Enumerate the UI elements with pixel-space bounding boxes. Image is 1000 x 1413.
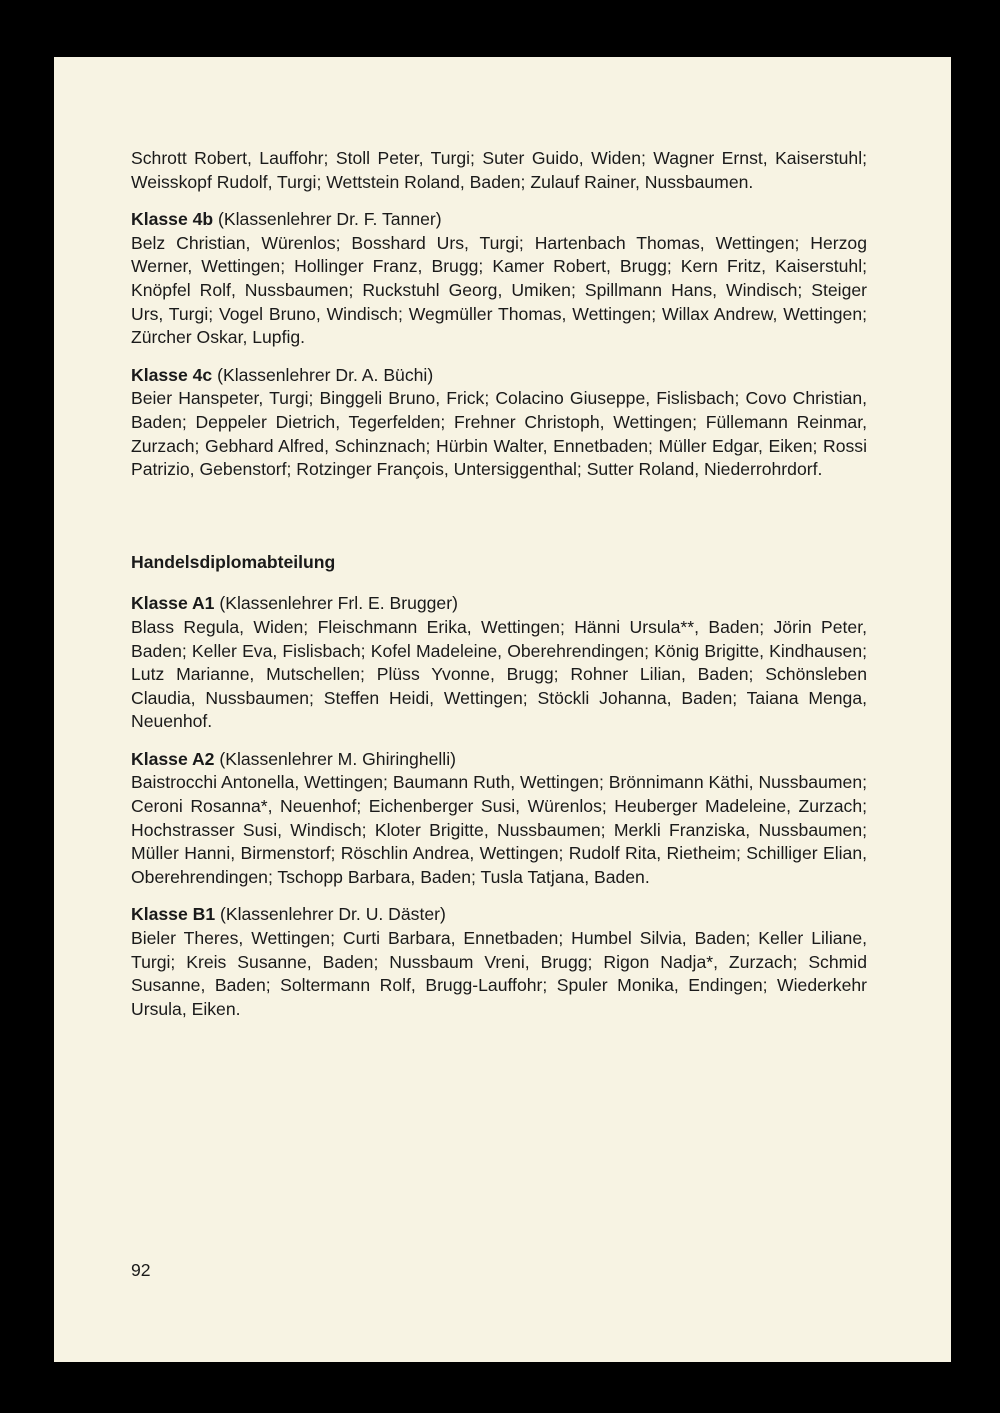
document-page bbox=[54, 57, 951, 1362]
class-block-4c bbox=[131, 364, 867, 482]
page-content bbox=[131, 147, 867, 1021]
opening-paragraph: Schrott Robert, Lauffohr; Stoll Peter, Turgi; Suter Guido, Widen; Wagner Ernst, Kaiserstuhl; Weisskopf Rudolf, Turgi; Wettstein Roland, Baden; Zulauf Rainer, Nussbaumen. bbox=[131, 148, 867, 192]
class-teacher: (Klassenlehrer Dr. A. Büchi) bbox=[217, 364, 434, 385]
class-teacher: (Klassenlehrer M. Ghiringhelli) bbox=[219, 748, 456, 769]
class-teacher: (Klassenlehrer Dr. U. Däster) bbox=[220, 904, 446, 925]
class-label: Klasse A1 bbox=[131, 593, 215, 614]
class-students: Bieler Theres, Wettingen; Curti Barbara, Ennetbaden; Humbel Silvia, Baden; Keller Liliane, Turgi; Kreis Susanne, Baden; Nussbaum Vreni, Brugg; Rigon Nadja*, Zurzach; Schmid Susanne, Baden; Soltermann Rolf, Brugg-Lauffohr; Spuler Monika, Endingen; Wiederkehr Ursula, Eiken. bbox=[131, 928, 867, 1019]
class-block-a2 bbox=[131, 748, 867, 890]
class-block-4b bbox=[131, 208, 867, 350]
class-heading bbox=[131, 592, 867, 616]
class-block-b1 bbox=[131, 903, 867, 1021]
section-heading: Handelsdiplomabteilung bbox=[131, 551, 336, 572]
class-label: Klasse A2 bbox=[131, 748, 215, 769]
class-students: Beier Hanspeter, Turgi; Binggeli Bruno, Frick; Colacino Giuseppe, Fislisbach; Covo Christian, Baden; Deppeler Dietrich, Tegerfelden; Frehner Christoph, Wettingen; Füllemann Reinmar, Zurzach; Gebhard Alfred, Schinznach; Hürbin Walter, Ennetbaden; Müller Edgar, Eiken; Rossi Patrizio, Gebenstorf; Rotzinger François, Untersiggenthal; Sutter Roland, Niederrohrdorf. bbox=[131, 388, 867, 480]
class-heading bbox=[131, 903, 867, 927]
class-label: Klasse 4c bbox=[131, 364, 213, 385]
class-block-a1 bbox=[131, 592, 867, 734]
class-heading bbox=[131, 748, 867, 772]
class-heading bbox=[131, 364, 867, 388]
class-students: Belz Christian, Würenlos; Bosshard Urs, Turgi; Hartenbach Thomas, Wettingen; Herzog Werner, Wettingen; Hollinger Franz, Brugg; Kamer Robert, Brugg; Kern Fritz, Kaiserstuhl; Knöpfel Rolf, Nussbaumen; Ruckstuhl Georg, Umiken; Spillmann Hans, Windisch; Steiger Urs, Turgi; Vogel Bruno, Windisch; Wegmüller Thomas, Wettingen; Willax Andrew, Wettingen; Zürcher Oskar, Lupfig. bbox=[131, 232, 867, 348]
class-teacher: (Klassenlehrer Dr. F. Tanner) bbox=[218, 209, 442, 230]
page-number: 92 bbox=[131, 1260, 151, 1280]
class-teacher: (Klassenlehrer Frl. E. Brugger) bbox=[219, 593, 458, 614]
class-students: Baistrocchi Antonella, Wettingen; Baumann Ruth, Wettingen; Brönnimann Käthi, Nussbaumen; Ceroni Rosanna*, Neuenhof; Eichenberger Susi, Würenlos; Heuberger Madeleine, Zurzach; Hochstrasser Susi, Windisch; Kloter Brigitte, Nussbaumen; Merkli Franziska, Nussbaumen; Müller Hanni, Birmenstorf; Röschlin Andrea, Wettingen; Rudolf Rita, Rietheim; Schilliger Elian, Oberehrendingen; Tschopp Barbara, Baden; Tusla Tatjana, Baden. bbox=[131, 772, 867, 887]
class-students: Blass Regula, Widen; Fleischmann Erika, Wettingen; Hänni Ursula**, Baden; Jörin Peter, Baden; Keller Eva, Fislisbach; Kofel Madeleine, Oberehrendingen; König Brigitte, Kindhausen; Lutz Marianne, Mutschellen; Plüss Yvonne, Brugg; Rohner Lilian, Baden; Schönsleben Claudia, Nussbaumen; Steffen Heidi, Wettingen; Stöckli Johanna, Baden; Taiana Menga, Neuenhof. bbox=[131, 616, 867, 732]
class-label: Klasse B1 bbox=[131, 904, 216, 925]
class-heading bbox=[131, 208, 867, 232]
class-label: Klasse 4b bbox=[131, 209, 214, 230]
